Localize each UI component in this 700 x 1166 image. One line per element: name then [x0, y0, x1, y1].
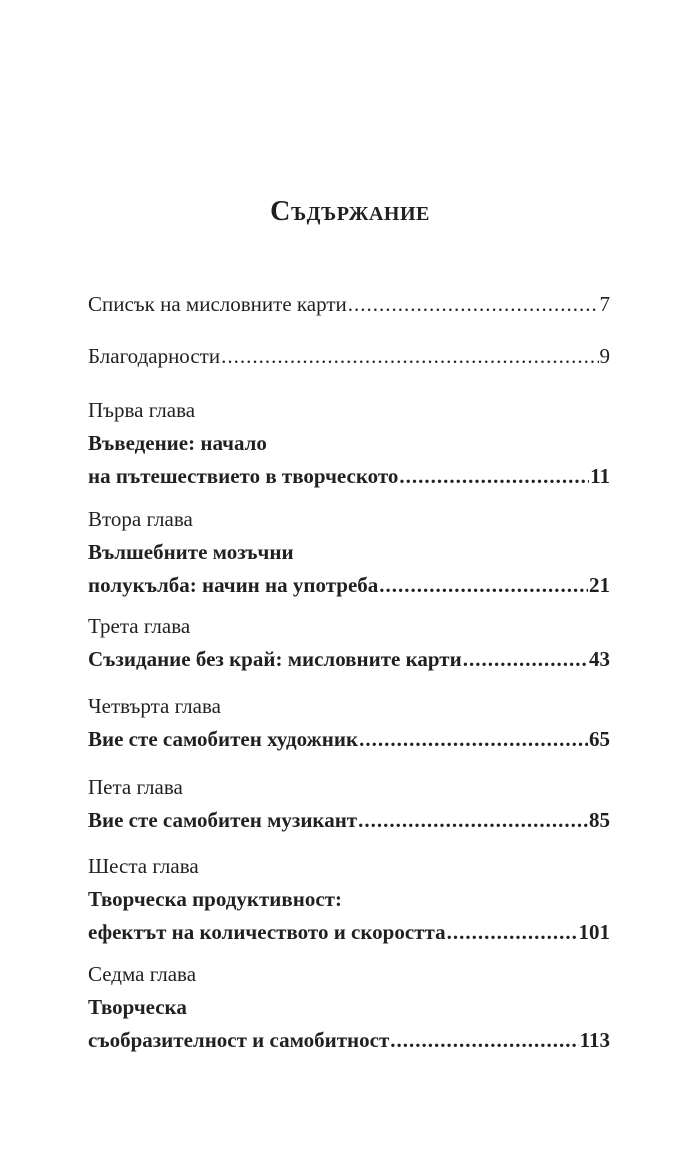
toc-entry-title-line: Творческа продуктивност: — [88, 887, 342, 911]
dot-leader — [399, 460, 589, 493]
toc-entry-chapter-1 — [88, 394, 610, 493]
dot-leader — [463, 643, 588, 676]
chapter-label: Четвърта глава — [88, 694, 221, 718]
page-number: 101 — [578, 920, 610, 944]
toc-entry-line — [88, 536, 610, 569]
toc-entry-title-line: Вълшебните мозъчни — [88, 540, 294, 564]
toc-entry-chapter-4 — [88, 690, 610, 756]
chapter-label: Седма глава — [88, 962, 197, 986]
page-number: 9 — [599, 344, 610, 368]
page-number: 7 — [599, 292, 610, 316]
toc-entry-line — [88, 991, 610, 1024]
dot-leader — [390, 1024, 578, 1057]
toc-entry-title: Списък на мисловните карти — [88, 292, 347, 316]
page-number: 85 — [589, 808, 610, 832]
toc-entry-acknowledgements — [88, 340, 610, 373]
chapter-label: Трета глава — [88, 614, 191, 638]
toc-entry-line — [88, 723, 610, 756]
page-number: 21 — [589, 573, 610, 597]
page-number: 43 — [589, 647, 610, 671]
toc-entry-line — [88, 427, 610, 460]
toc-entry-list-of-mind-maps — [88, 288, 610, 321]
dot-leader — [359, 723, 588, 756]
toc-entry-line — [88, 883, 610, 916]
chapter-label: Шеста глава — [88, 854, 199, 878]
toc-entry-title: Съзидание без край: мисловните карти — [88, 647, 462, 671]
toc-entry-chapter-5 — [88, 771, 610, 837]
dot-leader — [348, 288, 599, 321]
toc-entry-title: полукълба: начин на употреба — [88, 573, 379, 597]
toc-entry-title: съобразителност и самобитност — [88, 1028, 390, 1052]
toc-entry-title-line: Творческа — [88, 995, 187, 1019]
toc-entry-line — [88, 643, 610, 676]
dot-leader — [447, 916, 578, 949]
dot-leader — [358, 804, 588, 837]
toc-entry-line — [88, 460, 610, 493]
toc-entry-title: Вие сте самобитен музикант — [88, 808, 358, 832]
toc-entry-title-line: Въведение: начало — [88, 431, 267, 455]
toc-entry-chapter-7 — [88, 958, 610, 1057]
page-title: Съдържание — [270, 196, 430, 227]
chapter-label: Пета глава — [88, 775, 183, 799]
page-number: 65 — [589, 727, 610, 751]
toc-entry-line — [88, 916, 610, 949]
toc-entry-line — [88, 569, 610, 602]
toc-entry-line — [88, 288, 610, 321]
toc-entry-line — [88, 804, 610, 837]
toc-entry-line — [88, 1024, 610, 1057]
toc-entry-title: Благодарности — [88, 344, 221, 368]
dot-leader — [221, 340, 598, 373]
chapter-label: Втора глава — [88, 507, 193, 531]
page-number: 11 — [590, 464, 610, 488]
toc-entry-title: ефектът на количеството и скоростта — [88, 920, 446, 944]
toc-entry-line — [88, 340, 610, 373]
toc-entry-chapter-3 — [88, 610, 610, 676]
chapter-label: Първа глава — [88, 398, 196, 422]
toc-entry-title: на пътешествието в творческото — [88, 464, 399, 488]
page-number: 113 — [579, 1028, 610, 1052]
toc-entry-title: Вие сте самобитен художник — [88, 727, 359, 751]
dot-leader — [379, 569, 588, 602]
toc-entry-chapter-6 — [88, 850, 610, 949]
toc-entry-chapter-2 — [88, 503, 610, 602]
